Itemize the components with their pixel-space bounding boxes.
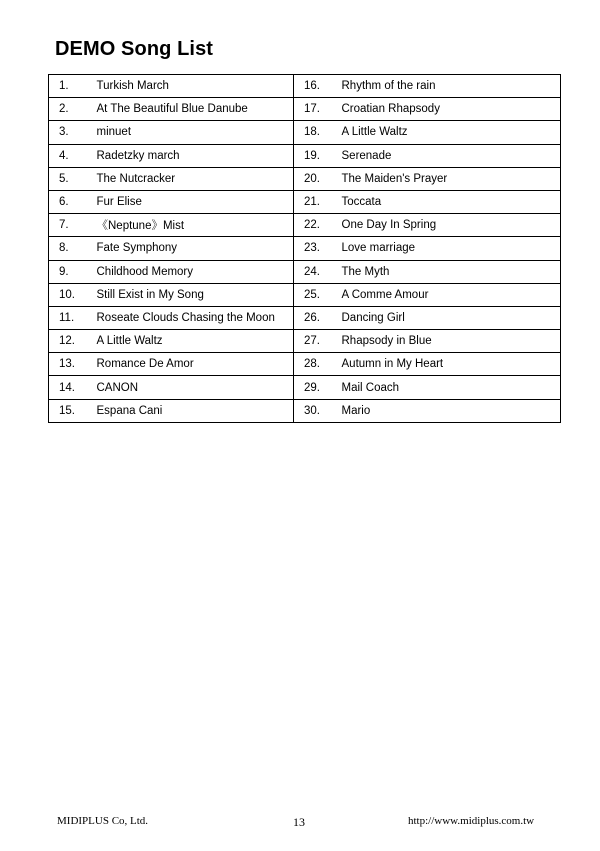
- song-number: 12.: [49, 330, 89, 353]
- footer-page-number: 13: [293, 815, 305, 829]
- song-title: A Little Waltz: [89, 330, 294, 353]
- song-title: One Day In Spring: [334, 214, 561, 237]
- song-title: Rhythm of the rain: [334, 75, 561, 98]
- song-title: At The Beautiful Blue Danube: [89, 98, 294, 121]
- table-row: [49, 214, 561, 237]
- song-title: Romance De Amor: [89, 353, 294, 376]
- song-title: Croatian Rhapsody: [334, 98, 561, 121]
- song-title: The Maiden's Prayer: [334, 167, 561, 190]
- song-number: 14.: [49, 376, 89, 399]
- song-number: 15.: [49, 399, 89, 422]
- song-title: Love marriage: [334, 237, 561, 260]
- song-title: Turkish March: [89, 75, 294, 98]
- table-row: [49, 144, 561, 167]
- song-title: Dancing Girl: [334, 306, 561, 329]
- song-number: 17.: [294, 98, 334, 121]
- song-title: CANON: [89, 376, 294, 399]
- table-row: [49, 399, 561, 422]
- song-title: minuet: [89, 121, 294, 144]
- song-number: 26.: [294, 306, 334, 329]
- table-row: [49, 190, 561, 213]
- page-title: DEMO Song List: [55, 38, 214, 60]
- song-title: Fate Symphony: [89, 237, 294, 260]
- song-title: Mario: [334, 399, 561, 422]
- footer-url: http://www.midiplus.com.tw: [408, 815, 535, 827]
- song-number: 10.: [49, 283, 89, 306]
- song-number: 6.: [49, 190, 89, 213]
- song-number: 30.: [294, 399, 334, 422]
- song-title: 《Neptune》Mist: [89, 214, 294, 237]
- song-title: Fur Elise: [89, 190, 294, 213]
- table-row: [49, 75, 561, 98]
- song-number: 21.: [294, 190, 334, 213]
- table-row: [49, 237, 561, 260]
- song-title: Radetzky march: [89, 144, 294, 167]
- song-number: 13.: [49, 353, 89, 376]
- song-number: 29.: [294, 376, 334, 399]
- table-row: [49, 306, 561, 329]
- song-number: 25.: [294, 283, 334, 306]
- table-row: [49, 121, 561, 144]
- table-row: [49, 283, 561, 306]
- song-title: Espana Cani: [89, 399, 294, 422]
- song-number: 27.: [294, 330, 334, 353]
- song-number: 11.: [49, 306, 89, 329]
- song-number: 23.: [294, 237, 334, 260]
- song-title: Rhapsody in Blue: [334, 330, 561, 353]
- table-row: [49, 376, 561, 399]
- song-number: 7.: [49, 214, 89, 237]
- song-title: Serenade: [334, 144, 561, 167]
- song-number: 5.: [49, 167, 89, 190]
- song-number: 1.: [49, 75, 89, 98]
- song-number: 19.: [294, 144, 334, 167]
- song-number: 2.: [49, 98, 89, 121]
- song-number: 4.: [49, 144, 89, 167]
- song-number: 16.: [294, 75, 334, 98]
- song-title: Still Exist in My Song: [89, 283, 294, 306]
- song-number: 8.: [49, 237, 89, 260]
- table-row: [49, 330, 561, 353]
- table-row: [49, 167, 561, 190]
- song-number: 28.: [294, 353, 334, 376]
- footer-company: MIDIPLUS Co, Ltd.: [57, 815, 149, 827]
- song-number: 22.: [294, 214, 334, 237]
- song-title: Toccata: [334, 190, 561, 213]
- song-title: The Nutcracker: [89, 167, 294, 190]
- song-number: 3.: [49, 121, 89, 144]
- song-list-table: [48, 74, 561, 423]
- table-row: [49, 353, 561, 376]
- song-title: Roseate Clouds Chasing the Moon: [89, 306, 294, 329]
- song-title: Mail Coach: [334, 376, 561, 399]
- song-title: Childhood Memory: [89, 260, 294, 283]
- song-title: Autumn in My Heart: [334, 353, 561, 376]
- table-row: [49, 98, 561, 121]
- song-title: A Little Waltz: [334, 121, 561, 144]
- song-title: A Comme Amour: [334, 283, 561, 306]
- song-title: The Myth: [334, 260, 561, 283]
- song-number: 18.: [294, 121, 334, 144]
- song-number: 9.: [49, 260, 89, 283]
- song-number: 24.: [294, 260, 334, 283]
- song-number: 20.: [294, 167, 334, 190]
- table-row: [49, 260, 561, 283]
